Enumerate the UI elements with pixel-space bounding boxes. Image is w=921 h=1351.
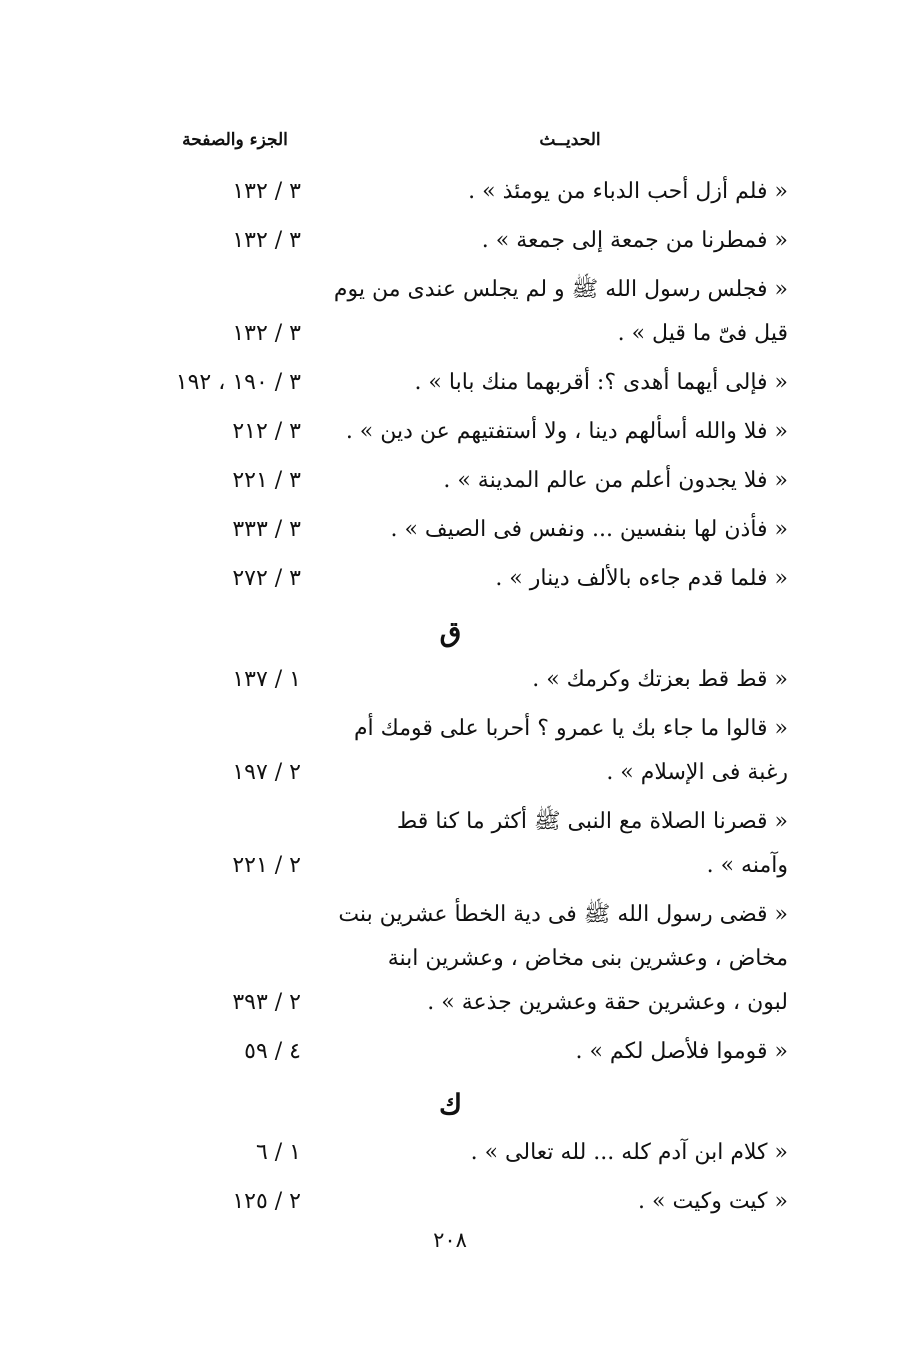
hadith-entry: [0, 893, 921, 1030]
hadith-text-line: « فلم أزل أحب الدباء من يومئذ » .: [468, 179, 788, 204]
volume-page-reference: ٣ / ٢٧٢: [232, 566, 301, 591]
volume-page-reference: ٣ / ٢١٢: [232, 419, 301, 444]
hadith-entry: [0, 459, 921, 508]
volume-page-reference: ١ / ٦: [255, 1140, 301, 1165]
volume-page-reference: ٢ / ٣٩٣: [232, 990, 301, 1015]
volume-page-reference: ١ / ١٣٧: [232, 667, 301, 692]
hadith-entry: [0, 557, 921, 606]
hadith-text-line: مخاض ، وعشرين بنى مخاض ، وعشرين ابنة: [387, 946, 788, 971]
hadith-text-line: « فأذن لها بنفسين ... ونفس فى الصيف » .: [390, 517, 788, 542]
column-header-volume-page: الجزء والصفحة: [182, 130, 288, 150]
hadith-text-line: « قالوا ما جاء بك يا عمرو ؟ أحربا على قومك أم: [353, 716, 788, 741]
hadith-text-line: قيل فىّ ما قيل » .: [617, 321, 788, 346]
hadith-entry: [0, 361, 921, 410]
hadith-text-line: « فإلى أيهما أهدى ؟: أقربهما منك بابا » .: [414, 370, 788, 395]
hadith-entry: [0, 268, 921, 361]
hadith-text-line: « فمطرنا من جمعة إلى جمعة » .: [481, 228, 788, 253]
hadith-entry: [0, 219, 921, 268]
hadith-text-line: « فلا يجدون أعلم من عالم المدينة » .: [443, 468, 788, 493]
page-number: ٢٠٨: [433, 1228, 467, 1252]
volume-page-reference: ٢ / ١٢٥: [232, 1189, 301, 1214]
hadith-text-line: « قضى رسول الله ﷺ فى دية الخطأ عشرين بنت: [338, 902, 788, 927]
volume-page-reference: ٢ / ٢٢١: [232, 853, 301, 878]
hadith-entry: [0, 1180, 921, 1229]
volume-page-reference: ٢ / ١٩٧: [232, 760, 301, 785]
hadith-text-line: « كيت وكيت » .: [638, 1189, 788, 1214]
hadith-entry: [0, 658, 921, 707]
hadith-text-line: وآمنه » .: [706, 853, 788, 878]
hadith-text-line: لبون ، وعشرين حقة وعشرين جذعة » .: [427, 990, 788, 1015]
hadith-text-line: « كلام ابن آدم كله ... لله تعالى » .: [470, 1140, 788, 1165]
hadith-entry: [0, 800, 921, 893]
hadith-text-line: « قط قط بعزتك وكرمك » .: [532, 667, 788, 692]
column-header-hadith: الحديــث: [539, 130, 601, 150]
hadith-index-list: [0, 170, 921, 1229]
section-letter-label: ق: [439, 615, 462, 648]
hadith-entry: [0, 170, 921, 219]
hadith-text-line: « قصرنا الصلاة مع النبى ﷺ أكثر ما كنا قط: [396, 809, 788, 834]
hadith-text-line: « فجلس رسول الله ﷺ و لم يجلس عندى من يوم: [333, 277, 788, 302]
volume-page-reference: ٣ / ١٣٢: [232, 228, 301, 253]
volume-page-reference: ٣ / ١٣٢: [232, 179, 301, 204]
section-letter-label: ك: [438, 1088, 463, 1121]
volume-page-reference: ٣ / ١٣٢: [232, 321, 301, 346]
section-letter: [0, 606, 921, 658]
section-letter: [0, 1079, 921, 1131]
hadith-entry: [0, 1131, 921, 1180]
hadith-text-line: « فلما قدم جاءه بالألف دينار » .: [495, 566, 788, 591]
volume-page-reference: ٤ / ٥٩: [244, 1039, 301, 1064]
volume-page-reference: ٣ / ١٩٠ ، ١٩٢: [175, 370, 301, 395]
hadith-entry: [0, 707, 921, 800]
hadith-entry: [0, 410, 921, 459]
hadith-text-line: « قوموا فلأصل لكم » .: [575, 1039, 788, 1064]
hadith-entry: [0, 508, 921, 557]
hadith-text-line: « فلا والله أسألهم دينا ، ولا أستفتيهم عن دين » .: [345, 419, 788, 444]
hadith-text-line: رغبة فى الإسلام » .: [606, 760, 788, 785]
volume-page-reference: ٣ / ٢٢١: [232, 468, 301, 493]
volume-page-reference: ٣ / ٣٣٣: [232, 517, 301, 542]
hadith-entry: [0, 1030, 921, 1079]
